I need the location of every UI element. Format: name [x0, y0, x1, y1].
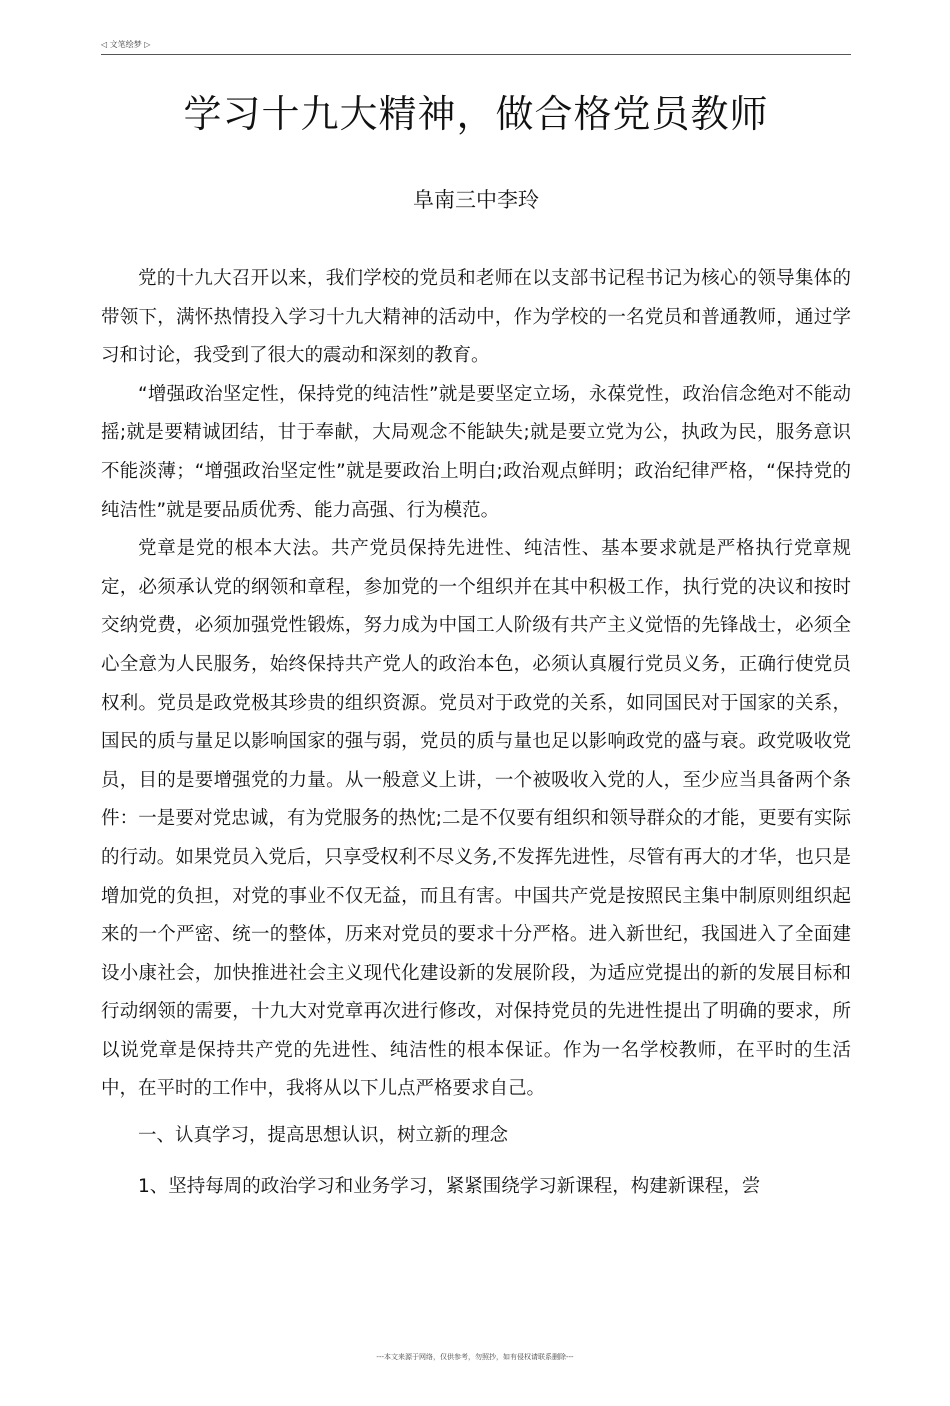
document-title: 学习十九大精神，做合格党员教师: [183, 92, 769, 136]
header-label: ◁ 文笔绘梦 ▷: [101, 40, 151, 49]
paragraph-3: 党章是党的根本大法。共产党员保持先进性、纯洁性、基本要求就是严格执行党章规定，必须承认党的纲领和章程，参加党的一个组织并在其中积极工作，执行党的决议和按时交纳党费，必须加强党性锻炼，努力成为中国工人阶级有共产主义觉悟的先锋战士，必须全心全意为人民服务，始终保持共产党人的政治本色，必须认真履行党员义务，正确行使党员权利。党员是政党极其珍贵的组织资源。党员对于政党的关系，如同国民对于国家的关系，国民的质与量足以影响国家的强与弱，党员的质与量也足以影响政党的盛与衰。政党吸收党员，目的是要增强党的力量。从一般意义上讲，一个被吸收入党的人，至少应当具备两个条件：一是要对党忠诚，有为党服务的热忱;二是不仅要有组织和领导群众的才能，更要有实际的行动。如果党员入党后，只享受权利不尽义务,不发挥先进性，尽管有再大的才华，也只是增加党的负担，对党的事业不仅无益，而且有害。中国共产党是按照民主集中制原则组织起来的一个严密、统一的整体，历来对党员的要求十分严格。进入新世纪，我国进入了全面建设小康社会，加快推进社会主义现代化建设新的发展阶段，为适应党提出的新的发展目标和行动纲领的需要，十九大对党章再次进行修改，对保持党员的先进性提出了明确的要求，所以说党章是保持共产党的先进性、纯洁性的根本保证。作为一名学校教师，在平时的生活中，在平时的工作中，我将从以下儿点严格要求自己。: [101, 538, 851, 1100]
page-footer: ---本文来源于网络，仅供参考，勿照抄，如有侵权请联系删除---: [376, 1353, 574, 1361]
document-body: [101, 260, 851, 1206]
paragraph-1: 党的十九大召开以来，我们学校的党员和老师在以支部书记程书记为核心的领导集体的带领下，满怀热情投入学习十九大精神的活动中，作为学校的一名党员和普通教师，通过学习和讨论，我受到了很大的震动和深刻的教育。: [101, 268, 851, 367]
section-heading: 一、认真学习，提高思想认识，树立新的理念: [138, 1125, 509, 1147]
paragraph-2: “增强政治坚定性，保持党的纯洁性”就是要坚定立场，永葆党性，政治信念绝对不能动摇;就是要精诚团结，甘于奉献，大局观念不能缺失;就是要立党为公，执政为民，服务意识不能淡薄；“增强政治坚定性”就是要政治上明白;政治观点鲜明；政治纪律严格，“保持党的纯洁性”就是要品质优秀、能力高强、行为模范。: [101, 383, 851, 521]
document-author: 阜南三中李玲: [413, 188, 539, 212]
page-header: [101, 38, 851, 55]
list-item-1: 1、坚持每周的政治学习和业务学习，紧紧围绕学习新课程，构建新课程，尝: [138, 1175, 761, 1197]
